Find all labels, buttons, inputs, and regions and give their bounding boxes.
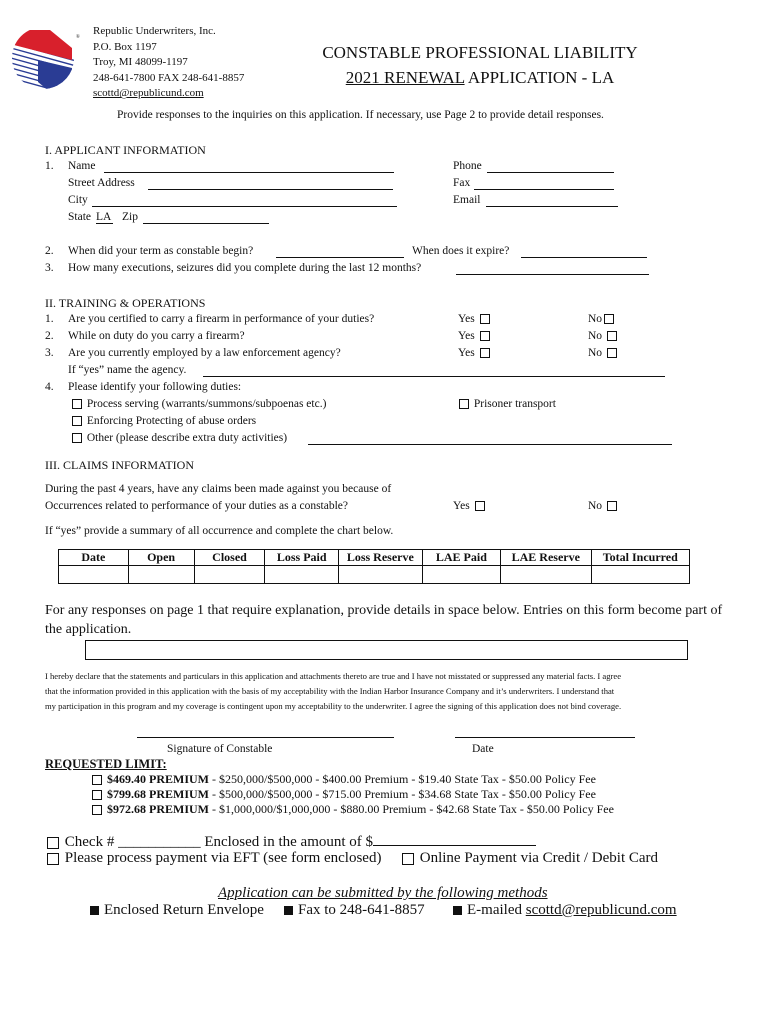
title-application: APPLICATION - LA	[464, 68, 615, 87]
title-renewal-year: 2021 RENEWAL	[345, 68, 465, 87]
s2-q2-no[interactable]	[588, 330, 619, 342]
yes-label: Yes	[458, 330, 475, 342]
checkbox[interactable]	[480, 331, 490, 341]
table-cell[interactable]	[265, 566, 338, 584]
s2-q4-number: 4.	[45, 381, 54, 393]
checkbox[interactable]	[475, 501, 485, 511]
declaration-line: my participation in this program and my coverage is contingent upon my acceptability to the underwriter. I agree the signing of this application does not bind coverage.	[45, 701, 622, 711]
claims-yes[interactable]	[453, 500, 487, 512]
table-cell[interactable]	[194, 566, 265, 584]
svg-text:®: ®	[76, 35, 80, 40]
republic-underwriters-logo	[10, 20, 80, 92]
company-phone-fax: 248-641-7800 FAX 248-641-8857	[93, 71, 245, 84]
s2-q3-yes[interactable]	[458, 347, 492, 359]
term-begin-field[interactable]	[276, 245, 404, 258]
name-field[interactable]	[104, 160, 394, 173]
limit-option-3[interactable]	[90, 802, 614, 817]
s2-q2-number: 2.	[45, 330, 54, 342]
col-open: Open	[128, 550, 194, 566]
q2b-text: When does it expire?	[412, 245, 510, 257]
agency-label: If “yes” name the agency.	[68, 364, 187, 376]
online-label: Online Payment via Credit / Debit Card	[419, 850, 659, 866]
premium-amount: $799.68 PREMIUM	[107, 787, 209, 801]
explanation-text: For any responses on page 1 that require explanation, provide details in space below. Entries on this form become part of the application.	[45, 603, 723, 637]
table-cell[interactable]	[128, 566, 194, 584]
checkbox[interactable]	[47, 853, 59, 865]
premium-detail: - $250,000/$500,000 - $400.00 Premium - $19.40 State Tax - $50.00 Policy Fee	[209, 772, 596, 786]
no-label: No	[588, 313, 603, 325]
company-email-link[interactable]: scottd@republicund.com	[93, 87, 204, 100]
yes-label: Yes	[458, 313, 475, 325]
declaration-line: I hereby declare that the statements and particulars in this application and attachments thereto are true and I have not misstated or suppressed any material facts. I agree	[45, 671, 622, 681]
table-row	[59, 566, 690, 584]
table-cell[interactable]	[338, 566, 422, 584]
title-line-1: CONSTABLE PROFESSIONAL LIABILITY	[322, 43, 638, 62]
submit-method-email	[453, 902, 677, 919]
col-date: Date	[59, 550, 129, 566]
duty-prisoner-transport[interactable]	[457, 398, 556, 410]
s2-q3-number: 3.	[45, 347, 54, 359]
agency-field[interactable]	[203, 364, 665, 377]
payment-eft[interactable]	[45, 850, 381, 867]
checkbox[interactable]	[402, 853, 414, 865]
section1-heading: I. APPLICANT INFORMATION	[45, 143, 206, 157]
checkbox[interactable]	[72, 416, 82, 426]
s2-q4-text: Please identify your following duties:	[68, 381, 242, 393]
section2-heading: II. TRAINING & OPERATIONS	[45, 296, 206, 310]
no-label: No	[588, 330, 603, 342]
table-cell[interactable]	[422, 566, 500, 584]
col-total-incurred: Total Incurred	[591, 550, 689, 566]
duty-label: Other (please describe extra duty activities)	[86, 432, 288, 444]
claims-no[interactable]	[588, 500, 619, 512]
company-city: Troy, MI 48099-1197	[93, 56, 188, 69]
payment-check[interactable]	[45, 832, 536, 851]
col-lae-reserve: LAE Reserve	[501, 550, 592, 566]
signature-label: Signature of Constable	[167, 743, 273, 755]
checkbox[interactable]	[92, 775, 102, 785]
zip-label: Zip	[122, 211, 138, 223]
company-address-block	[93, 24, 244, 102]
premium-amount: $469.40 PREMIUM	[107, 772, 209, 786]
s2-q3-no[interactable]	[588, 347, 619, 359]
yes-label: Yes	[453, 500, 470, 512]
bullet-icon	[453, 906, 462, 915]
no-label: No	[588, 347, 603, 359]
bullet-icon	[284, 906, 293, 915]
eft-label: Please process payment via EFT (see form enclosed)	[64, 850, 382, 866]
table-cell[interactable]	[501, 566, 592, 584]
limit-option-2[interactable]	[90, 787, 596, 802]
title-line-2	[300, 65, 660, 90]
fax-field[interactable]	[474, 177, 614, 190]
method-label: Fax to 248-641-8857	[298, 902, 425, 918]
company-name: Republic Underwriters, Inc.	[93, 25, 216, 37]
s2-q1-yes[interactable]	[458, 313, 492, 325]
claims-question-line1: During the past 4 years, have any claims been made against you because of	[45, 483, 392, 495]
checkbox[interactable]	[459, 399, 469, 409]
phone-field[interactable]	[487, 160, 614, 173]
claims-question-line2: Occurrences related to performance of your duties as a constable?	[45, 500, 349, 512]
checkbox[interactable]	[47, 837, 59, 849]
s2-q1-number: 1.	[45, 313, 54, 325]
executions-field[interactable]	[456, 262, 649, 275]
table-header-row	[59, 550, 690, 566]
col-lae-paid: LAE Paid	[422, 550, 500, 566]
checkbox[interactable]	[607, 331, 617, 341]
col-loss-reserve: Loss Reserve	[338, 550, 422, 566]
state-label: State	[68, 211, 91, 223]
fax-label: Fax	[453, 177, 471, 189]
checkbox[interactable]	[72, 399, 82, 409]
q2-text: When did your term as constable begin?	[68, 245, 254, 257]
payment-online[interactable]	[400, 850, 658, 867]
checkbox[interactable]	[607, 348, 617, 358]
table-cell[interactable]	[59, 566, 129, 584]
claims-if-yes: If “yes” provide a summary of all occurrence and complete the chart below.	[45, 525, 394, 537]
intro-text: Provide responses to the inquiries on this application. If necessary, use Page 2 to provide detail responses.	[117, 109, 604, 121]
s2-q1-text: Are you certified to carry a firearm in performance of your duties?	[68, 313, 375, 325]
explanation-field[interactable]	[85, 640, 688, 660]
duty-abuse-orders[interactable]	[70, 415, 256, 427]
state-field[interactable]: LA	[96, 211, 112, 223]
duty-label: Enforcing Protecting of abuse orders	[86, 415, 257, 427]
q1-number: 1.	[45, 160, 54, 172]
date-line[interactable]	[455, 737, 635, 738]
street-field[interactable]	[148, 177, 393, 190]
check-label: Check # ___________ Enclosed in the amount of $	[64, 834, 374, 850]
col-closed: Closed	[194, 550, 265, 566]
checkbox[interactable]	[480, 348, 490, 358]
s2-q2-yes[interactable]	[458, 330, 492, 342]
duty-other[interactable]	[70, 432, 287, 444]
term-expire-field[interactable]	[521, 245, 647, 258]
requested-limit-heading: REQUESTED LIMIT:	[45, 757, 167, 771]
duty-process-serving[interactable]	[70, 398, 326, 410]
q3-text: How many executions, seizures did you complete during the last 12 months?	[68, 262, 422, 274]
name-label: Name	[68, 160, 96, 172]
city-field[interactable]	[92, 194, 397, 207]
other-duties-field[interactable]	[308, 432, 672, 445]
declaration-line: that the information provided in this application with the basis of my acceptability with the Indian Harbor Insurance Company and it’s underwriters. I understand that	[45, 686, 615, 696]
submit-email-link[interactable]: scottd@republicund.com	[525, 902, 677, 918]
po-box: P.O. Box 1197	[93, 40, 157, 53]
submit-heading: Application can be submitted by the following methods	[218, 885, 548, 901]
method-label: Enclosed Return Envelope	[104, 902, 264, 918]
s2-q3-text: Are you currently employed by a law enforcement agency?	[68, 347, 341, 359]
street-label: Street Address	[68, 177, 135, 189]
yes-label: Yes	[458, 347, 475, 359]
premium-amount: $972.68 PREMIUM	[107, 802, 209, 816]
q2-number: 2.	[45, 245, 54, 257]
s2-q1-no[interactable]	[588, 313, 616, 325]
s2-q2-text: While on duty do you carry a firearm?	[68, 330, 245, 342]
checkbox[interactable]	[72, 433, 82, 443]
bullet-icon	[90, 906, 99, 915]
duty-label: Prisoner transport	[473, 398, 556, 410]
checkbox[interactable]	[92, 790, 102, 800]
checkbox[interactable]	[92, 805, 102, 815]
email-label: Email	[453, 194, 481, 206]
limit-option-1[interactable]	[90, 772, 596, 787]
no-label: No	[588, 500, 603, 512]
zip-field[interactable]	[143, 211, 269, 224]
date-label: Date	[472, 743, 494, 755]
table-cell[interactable]	[591, 566, 689, 584]
premium-detail: - $1,000,000/$1,000,000 - $880.00 Premium - $42.68 State Tax - $50.00 Policy Fee	[209, 802, 614, 816]
declaration-text	[45, 669, 735, 714]
method-label: E-mailed	[467, 902, 526, 918]
email-field[interactable]	[486, 194, 618, 207]
signature-line[interactable]	[137, 737, 394, 738]
section3-heading: III. CLAIMS INFORMATION	[45, 458, 194, 472]
check-amount-field[interactable]	[373, 832, 536, 846]
phone-label: Phone	[453, 160, 482, 172]
city-label: City	[68, 194, 88, 206]
submit-method-envelope	[90, 902, 264, 919]
duty-label: Process serving (warrants/summons/subpoenas etc.)	[86, 398, 327, 410]
claims-table	[58, 549, 690, 584]
checkbox[interactable]	[604, 314, 614, 324]
form-title	[300, 40, 660, 90]
q3-number: 3.	[45, 262, 54, 274]
submit-method-fax	[284, 902, 425, 919]
premium-detail: - $500,000/$500,000 - $715.00 Premium - $34.68 State Tax - $50.00 Policy Fee	[209, 787, 596, 801]
col-loss-paid: Loss Paid	[265, 550, 338, 566]
checkbox[interactable]	[480, 314, 490, 324]
checkbox[interactable]	[607, 501, 617, 511]
